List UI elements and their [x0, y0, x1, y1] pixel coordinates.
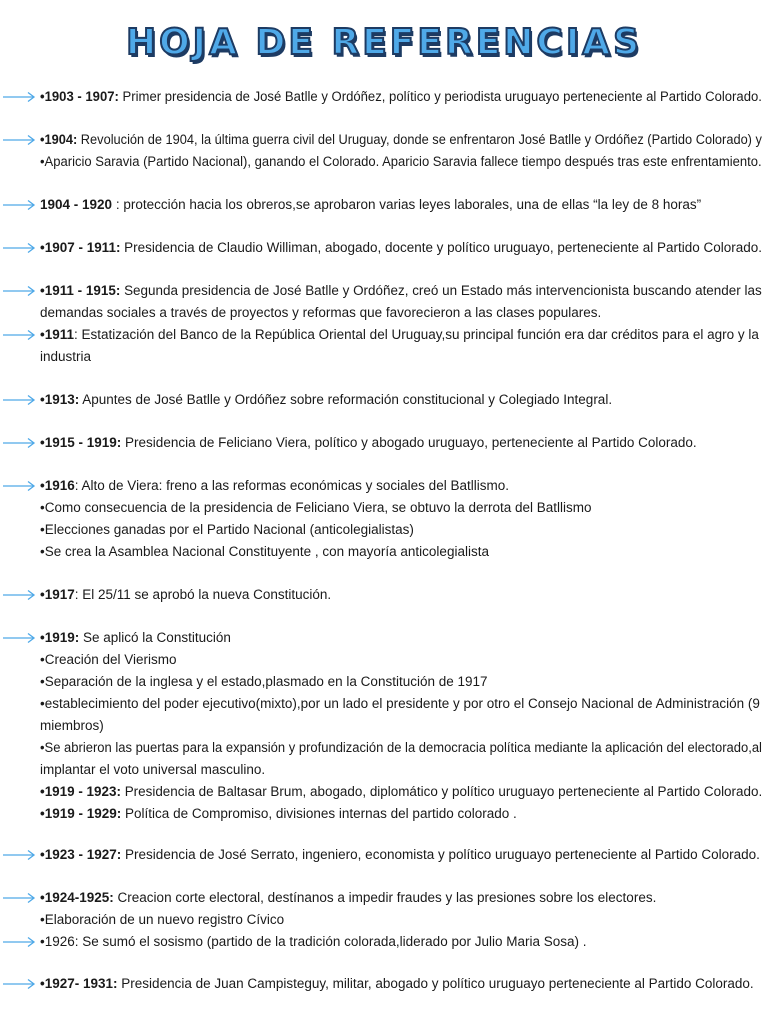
reference-date: •1919 - 1929: — [40, 806, 122, 821]
reference-line — [40, 519, 762, 541]
reference-text: : Estatización del Banco de la República Oriental del Uruguay,su principal función era dar créditos para el agro y la — [74, 327, 759, 342]
reference-text: implantar el voto universal masculino. — [40, 762, 266, 777]
reference-line — [40, 280, 760, 302]
arrow-right-icon — [2, 134, 36, 146]
reference-line — [40, 715, 762, 737]
reference-line — [40, 693, 762, 715]
reference-line — [40, 887, 762, 909]
reference-text: Presidencia de Claudio Williman, abogado, docente y político uruguayo, perteneciente al Partido Colorado. — [120, 240, 762, 255]
arrow-right-icon — [2, 242, 36, 254]
reference-line — [40, 541, 762, 563]
reference-line — [40, 627, 762, 649]
page-title: HOJA DE REFERENCIAS — [125, 22, 643, 63]
arrow-right-icon — [2, 91, 36, 103]
reference-text: : protección hacia los obreros,se aprobaron varias leyes laborales, una de ellas “la ley de 8 horas” — [112, 197, 702, 212]
arrow-right-icon — [2, 480, 36, 492]
reference-text: Presidencia de Baltasar Brum, abogado, diplomático y político uruguayo perteneciente al Partido Colorado. — [120, 784, 763, 799]
reference-line — [40, 237, 761, 259]
reference-line — [40, 759, 762, 781]
arrow-right-icon — [2, 589, 36, 601]
arrow-right-icon — [2, 849, 36, 861]
arrow-right-icon — [2, 329, 36, 341]
reference-text: : Alto de Viera: freno a las reformas económicas y sociales del Batllismo. — [74, 478, 509, 493]
reference-line — [40, 931, 762, 953]
reference-date: •1913: — [40, 392, 80, 407]
reference-text: Apuntes de José Batlle y Ordóñez sobre reformación constitucional y Colegiado Integral. — [79, 392, 613, 407]
reference-text: •Elaboración de un nuevo registro Cívico — [40, 912, 285, 927]
reference-date: •1907 - 1911: — [40, 240, 121, 255]
reference-date: •1919 - 1923: — [40, 784, 121, 799]
reference-date: •1923 - 1927: — [40, 847, 122, 862]
reference-text: miembros) — [40, 718, 104, 733]
reference-text: •1926: Se sumó el sosismo (partido de la tradición colorada,liderado por Julio Maria Sosa) . — [40, 934, 587, 949]
reference-date: •1911 — [40, 327, 75, 342]
reference-line — [40, 973, 762, 995]
reference-date: •1917 — [40, 587, 75, 602]
reference-date: •1911 - 1915: — [40, 283, 121, 298]
reference-line — [40, 671, 762, 693]
reference-line — [40, 803, 762, 825]
reference-line — [40, 432, 762, 454]
reference-line — [40, 324, 762, 346]
reference-line — [40, 151, 762, 173]
reference-date: •1919: — [40, 630, 80, 645]
reference-text: Presidencia de Feliciano Viera, político y abogado uruguayo, perteneciente al Partido Colorado. — [121, 435, 697, 450]
reference-text: •Separación de la inglesa y el estado,plasmado en la Constitución de 1917 — [40, 674, 488, 689]
reference-text: demandas sociales a través de proyectos y reformas que favorecieron a las clases populares. — [40, 305, 602, 320]
reference-line — [40, 475, 762, 497]
arrow-right-icon — [2, 394, 36, 406]
arrow-right-icon — [2, 632, 36, 644]
reference-text: •Elecciones ganadas por el Partido Nacional (anticolegialistas) — [40, 522, 414, 537]
reference-date: •1924-1925: — [40, 890, 114, 905]
reference-text: Segunda presidencia de José Batlle y Ordóñez, creó un Estado más intervencionista buscando atender las — [120, 283, 762, 298]
reference-text: industria — [40, 349, 92, 364]
reference-date: 1904 - 1920 — [40, 197, 113, 212]
reference-line — [40, 844, 762, 866]
arrow-right-icon — [2, 978, 36, 990]
reference-text: Se aplicó la Constitución — [79, 630, 231, 645]
arrow-right-icon — [2, 199, 36, 211]
reference-text: Revolución de 1904, la última guerra civil del Uruguay, donde se enfrentaron José Batlle y Ordóñez (Partido Colorado) y — [77, 132, 762, 147]
reference-text: •Se abrieron las puertas para la expansión y profundización de la democracia política mediante la aplicación del electorado,al — [40, 740, 762, 755]
reference-text: •Se crea la Asamblea Nacional Constituyente , con mayoría anticolegialista — [40, 544, 489, 559]
reference-line — [40, 909, 762, 931]
reference-line — [40, 194, 762, 216]
reference-date: •1916 — [40, 478, 75, 493]
reference-line — [40, 389, 762, 411]
reference-text: •Como consecuencia de la presidencia de Feliciano Viera, se obtuvo la derrota del Batllismo — [40, 500, 592, 515]
reference-text: Política de Compromiso, divisiones internas del partido colorado . — [121, 806, 517, 821]
reference-text: Presidencia de José Serrato, ingeniero, economista y político uruguayo perteneciente al Partido Colorado. — [121, 847, 760, 862]
arrow-right-icon — [2, 936, 36, 948]
arrow-right-icon — [2, 285, 36, 297]
reference-line — [40, 129, 762, 151]
reference-line — [40, 497, 762, 519]
arrow-right-icon — [2, 437, 36, 449]
reference-line — [40, 649, 762, 671]
reference-text: : El 25/11 se aprobó la nueva Constitución. — [74, 587, 332, 602]
reference-text: •establecimiento del poder ejecutivo(mixto),por un lado el presidente y por otro el Consejo Nacional de Administración (9 — [40, 696, 760, 711]
reference-line — [40, 302, 762, 324]
reference-date: •1904: — [40, 132, 78, 147]
reference-line — [40, 737, 762, 759]
reference-date: •1903 - 1907: — [40, 89, 119, 104]
reference-line — [40, 781, 763, 803]
reference-line — [40, 346, 762, 368]
reference-text: Primer presidencia de José Batlle y Ordóñez, político y periodista uruguayo perteneciente al Partido Colorado. — [118, 89, 762, 104]
arrow-right-icon — [2, 892, 36, 904]
reference-text: •Aparicio Saravia (Partido Nacional), ganando el Colorado. Aparicio Saravia fallece tiempo después tras este enfrentamiento. — [40, 154, 762, 169]
reference-line — [40, 86, 762, 108]
reference-text: Presidencia de Juan Campisteguy, militar, abogado y político uruguayo perteneciente al Partido Colorado. — [117, 976, 754, 991]
reference-text: Creacion corte electoral, destínanos a impedir fraudes y las presiones sobre los electores. — [113, 890, 657, 905]
reference-date: •1915 - 1919: — [40, 435, 122, 450]
reference-date: •1927- 1931: — [40, 976, 118, 991]
reference-text: •Creación del Vierismo — [40, 652, 177, 667]
reference-line — [40, 584, 762, 606]
